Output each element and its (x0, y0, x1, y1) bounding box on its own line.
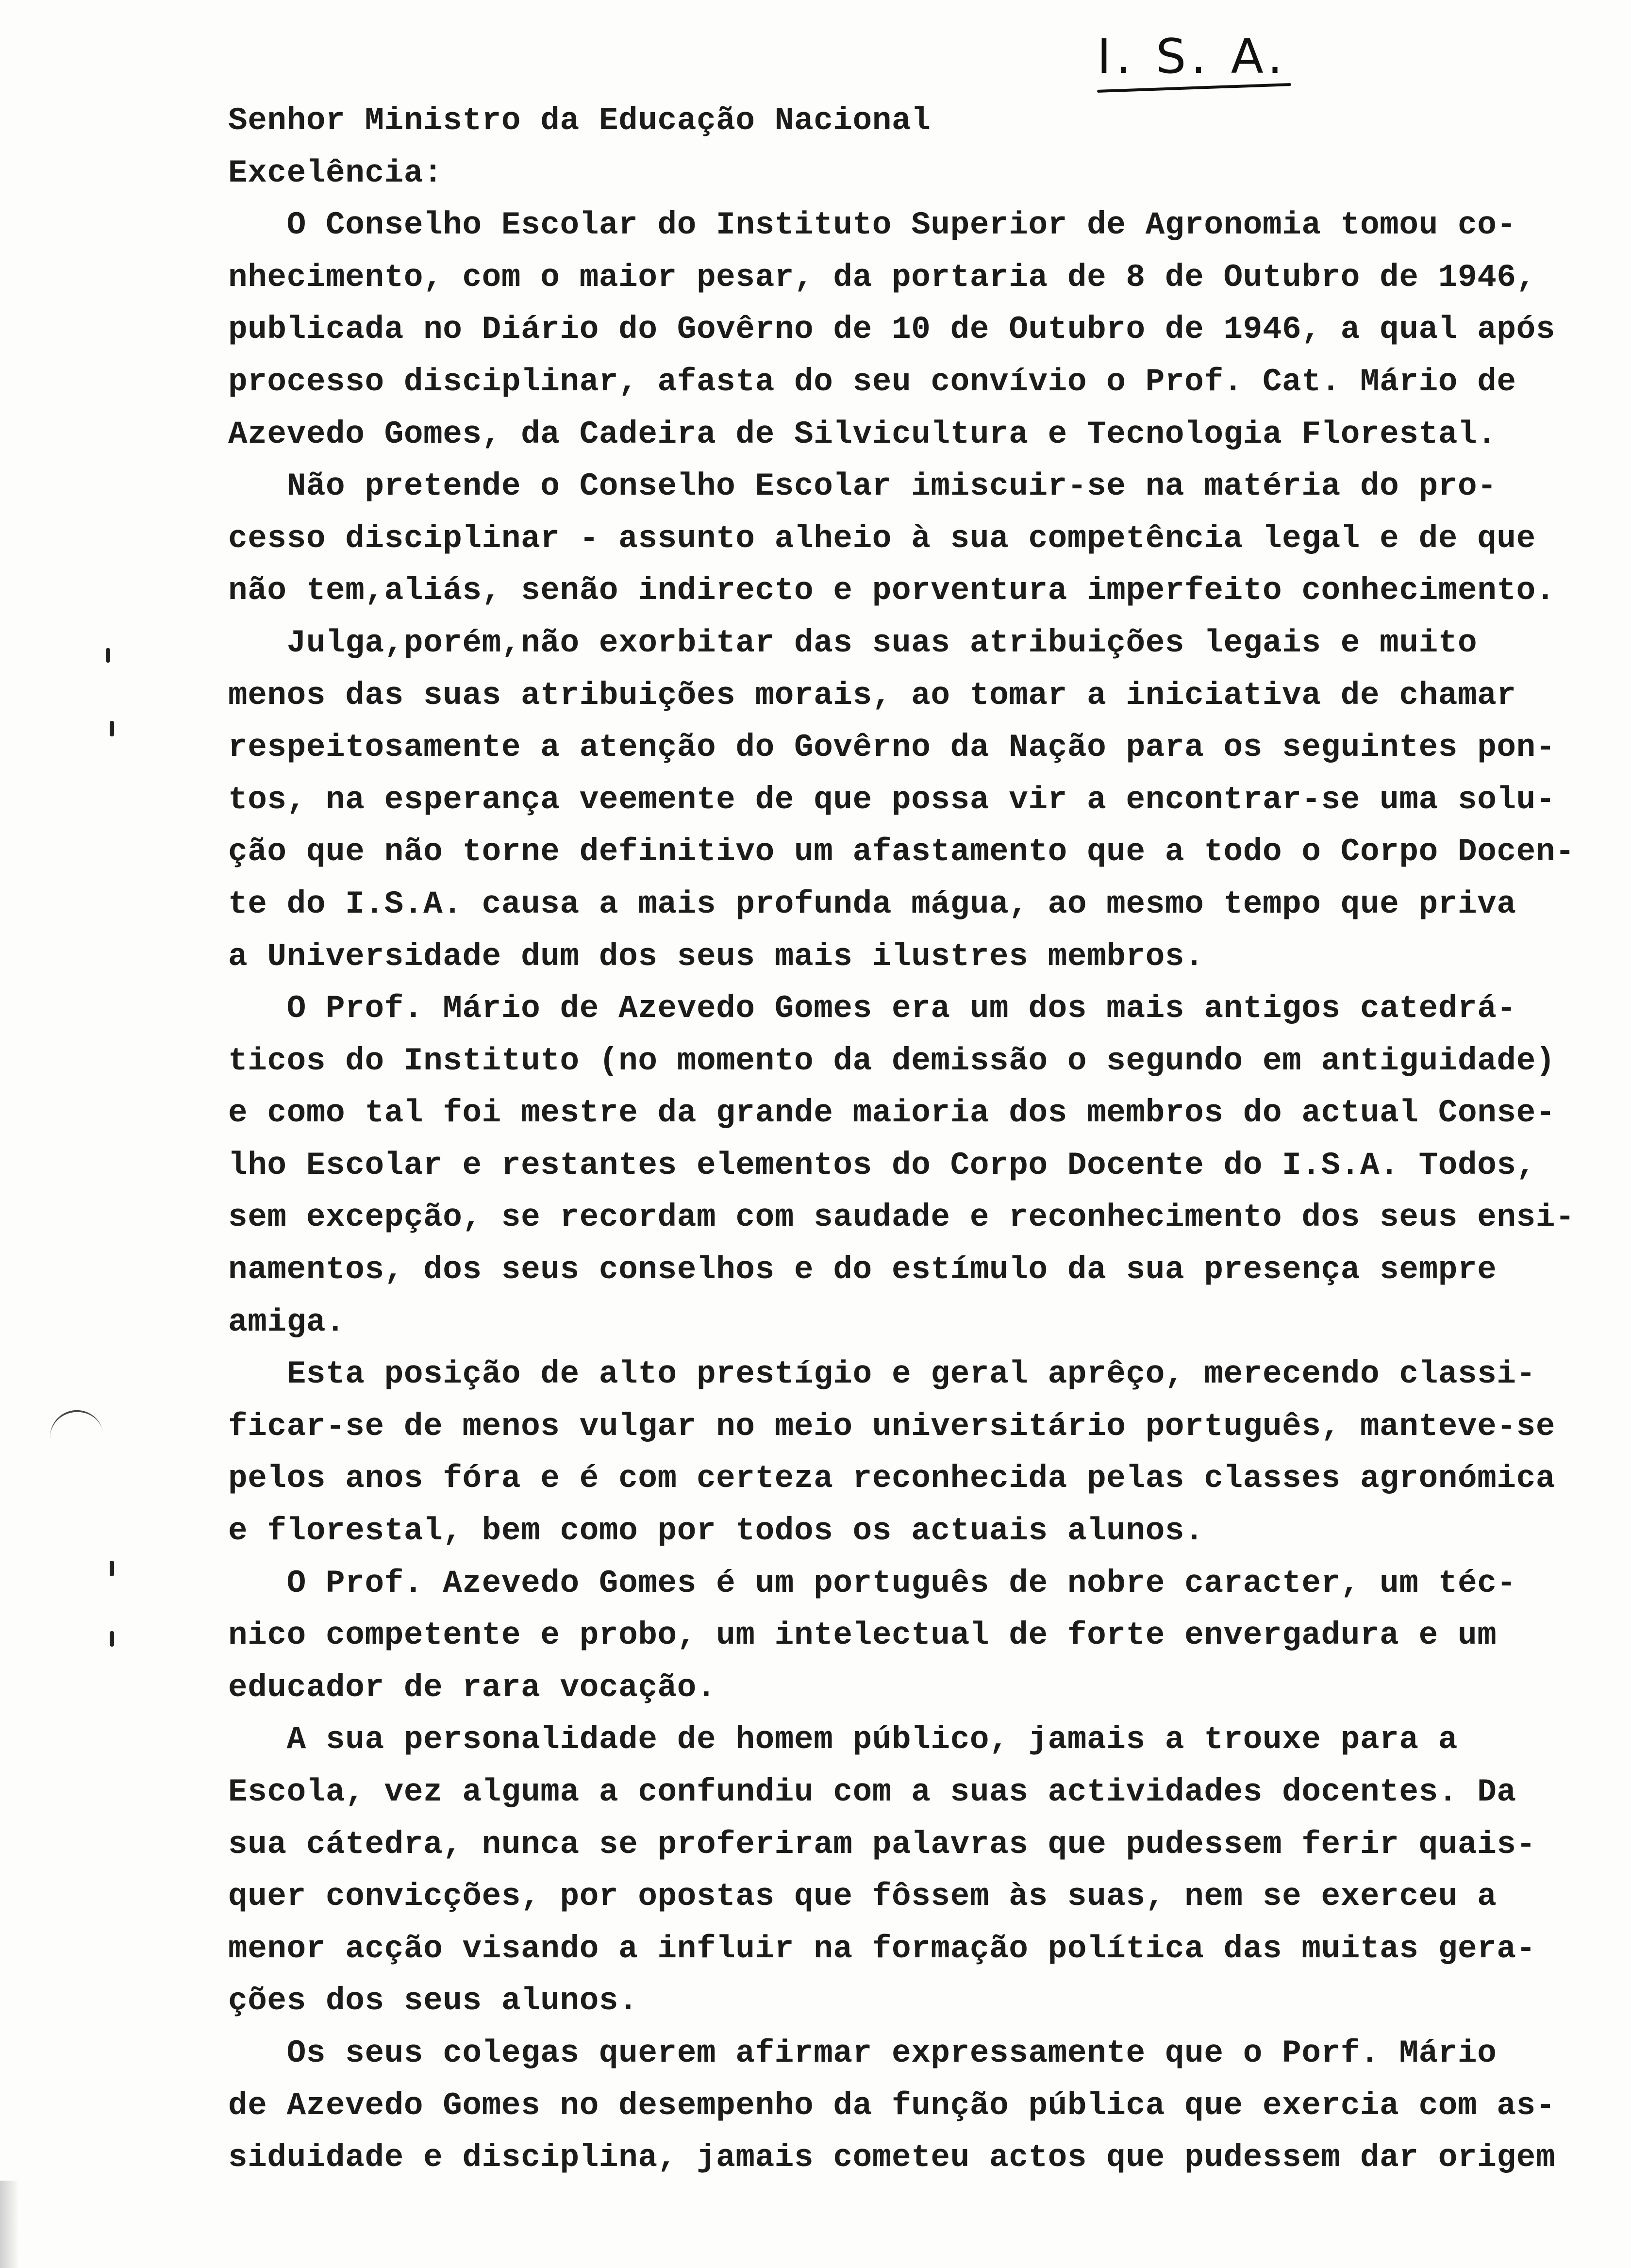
text-line: O Prof. Azevedo Gomes é um português de nobre caracter, um téc- (228, 1565, 1516, 1601)
text-line: de Azevedo Gomes no desempenho da função pública que exercia com as- (228, 2087, 1556, 2124)
text-line: lho Escolar e restantes elementos do Corpo Docente do I.S.A. Todos, (228, 1147, 1536, 1184)
margin-mark (110, 721, 114, 736)
text-line: Os seus colegas querem afirmar expressamente que o Porf. Mário (228, 2035, 1497, 2071)
margin-mark (106, 648, 110, 663)
text-line: sua cátedra, nunca se proferiram palavras que pudessem ferir quais- (228, 1826, 1536, 1863)
text-line: cesso disciplinar - assunto alheio à sua competência legal e de que (228, 520, 1536, 557)
text-line: a Universidade dum dos seus mais ilustres membros. (228, 938, 1204, 975)
annotation-underline (1097, 83, 1291, 93)
scan-shadow (0, 2181, 19, 2268)
text-line: Julga,porém,não exorbitar das suas atribuições legais e muito (228, 624, 1478, 661)
text-line: respeitosamente a atenção do Govêrno da Nação para os seguintes pon- (228, 729, 1556, 766)
margin-mark (110, 1561, 114, 1576)
text-line: Azevedo Gomes, da Cadeira de Silvicultura e Tecnologia Florestal. (228, 416, 1497, 452)
text-line: e florestal, bem como por todos os actuais alunos. (228, 1513, 1204, 1550)
text-line: A sua personalidade de homem público, jamais a trouxe para a (228, 1721, 1458, 1758)
margin-scribble (47, 1407, 104, 1445)
text-line: publicada no Diário do Govêrno de 10 de Outubro de 1946, a qual após (228, 311, 1556, 348)
text-line: sem excepção, se recordam com saudade e reconhecimento dos seus ensi- (228, 1199, 1575, 1236)
text-line: menos das suas atribuições morais, ao tomar a iniciativa de chamar (228, 677, 1516, 714)
text-line: te do I.S.A. causa a mais profunda mágua, ao mesmo tempo que priva (228, 885, 1516, 922)
text-line: nico competente e probo, um intelectual de forte envergadura e um (228, 1617, 1497, 1654)
text-line: e como tal foi mestre da grande maioria dos membros do actual Conse- (228, 1095, 1556, 1132)
salutation-line: Senhor Ministro da Educação Nacional (228, 102, 931, 139)
text-line: menor acção visando a influir na formação política das muitas gera- (228, 1930, 1536, 1967)
letter-body (228, 95, 1575, 2184)
text-line: quer convicções, por opostas que fôssem às suas, nem se exerceu a (228, 1878, 1497, 1915)
text-line: tos, na esperança veemente de que possa vir a encontrar-se uma solu- (228, 781, 1556, 818)
text-line: ticos do Instituto (no momento da demissão o segundo em antiguidade) (228, 1042, 1556, 1079)
text-line: O Conselho Escolar do Instituto Superior de Agronomia tomou co- (228, 207, 1516, 244)
text-line: não tem,aliás, senão indirecto e porventura imperfeito conhecimento. (228, 572, 1556, 609)
isa-annotation: I. S. A. (1097, 29, 1288, 84)
text-line: processo disciplinar, afasta do seu convívio o Prof. Cat. Mário de (228, 363, 1516, 400)
text-line: namentos, dos seus conselhos e do estímulo da sua presença sempre (228, 1251, 1497, 1288)
text-line: ção que não torne definitivo um afastamento que a todo o Corpo Docen- (228, 834, 1575, 870)
text-line: amiga. (228, 1303, 346, 1340)
text-line: Esta posição de alto prestígio e geral aprêço, merecendo classi- (228, 1356, 1536, 1393)
text-line: Escola, vez alguma a confundiu com a suas actividades docentes. Da (228, 1774, 1516, 1810)
text-line: nhecimento, com o maior pesar, da portaria de 8 de Outubro de 1946, (228, 259, 1536, 296)
text-line: Não pretende o Conselho Escolar imiscuir-se na matéria do pro- (228, 468, 1497, 505)
text-line: educador de rara vocação. (228, 1669, 716, 1706)
text-line: O Prof. Mário de Azevedo Gomes era um dos mais antigos catedrá- (228, 990, 1516, 1027)
text-line: pelos anos fóra e é com certeza reconhecida pelas classes agronómica (228, 1460, 1556, 1497)
text-line: ções dos seus alunos. (228, 1983, 638, 2019)
text-line: ficar-se de menos vulgar no meio universitário português, manteve-se (228, 1408, 1556, 1445)
greeting-line: Excelência: (228, 154, 443, 191)
margin-mark (110, 1631, 114, 1647)
text-line: siduidade e disciplina, jamais cometeu actos que pudessem dar origem (228, 2139, 1556, 2176)
